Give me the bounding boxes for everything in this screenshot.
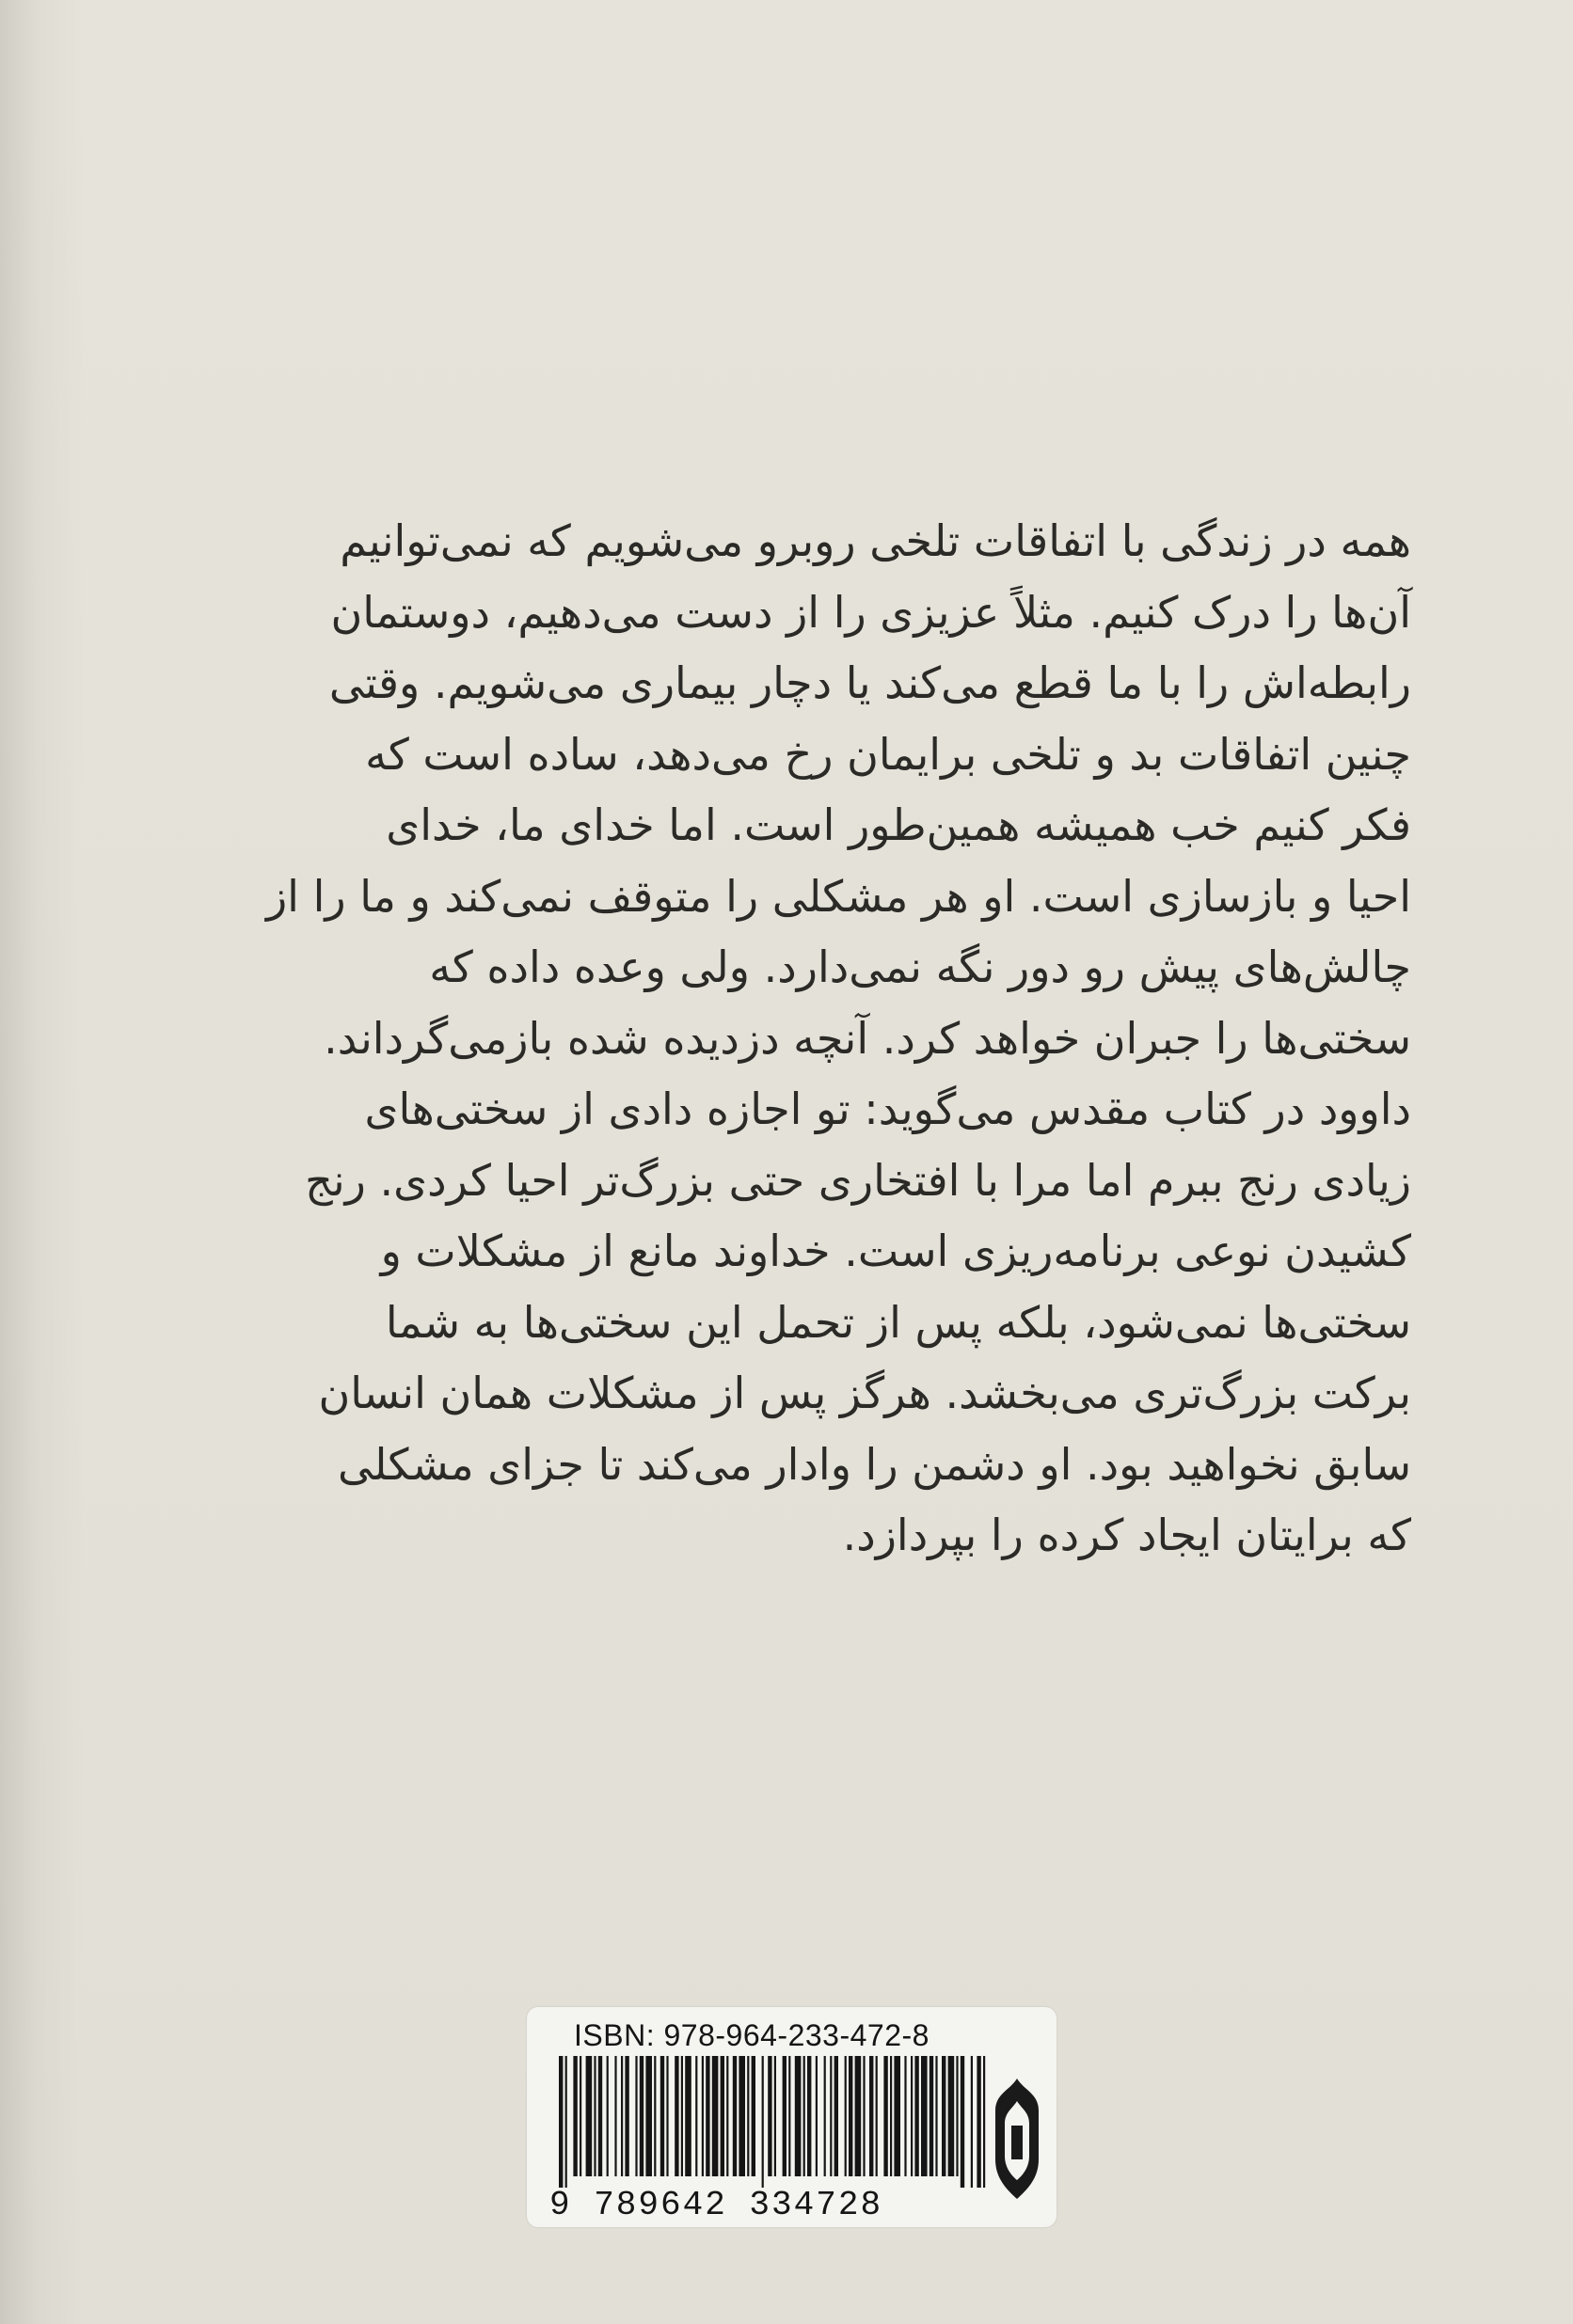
- blurb-line: سختی‌ها را جبران خواهد کرد. آنچه دزدیده شده بازمی‌گرداند.: [324, 1012, 1411, 1064]
- barcode-bar: [948, 2056, 955, 2176]
- barcode-bar: [971, 2056, 973, 2188]
- barcode-bar: [869, 2056, 873, 2176]
- barcode-bar: [621, 2056, 623, 2176]
- blurb-line: چنین اتفاقات بد و تلخی برایمان رخ می‌دهد، ساده است که: [365, 728, 1411, 780]
- blurb-line: همه در زندگی با اتفاقات تلخی روبرو می‌شویم که نمی‌توانیم: [340, 515, 1411, 566]
- barcode-bar: [894, 2056, 900, 2176]
- barcode-bar: [911, 2056, 913, 2176]
- barcode-bar: [681, 2056, 683, 2176]
- barcode-bar: [660, 2056, 664, 2176]
- barcode-bar: [849, 2056, 852, 2176]
- barcode-bar: [721, 2056, 724, 2176]
- barcode-bar: [930, 2056, 933, 2176]
- barcode-bar: [565, 2056, 567, 2188]
- barcode-bar: [961, 2056, 964, 2188]
- publisher-logo-icon: [986, 2073, 1048, 2205]
- barcode-bar: [816, 2056, 818, 2176]
- barcode-bar: [942, 2056, 945, 2176]
- barcode-bar: [573, 2056, 577, 2176]
- barcode-bar: [726, 2056, 728, 2176]
- blurb-line: سابق نخواهید بود. او دشمن را وادار می‌کند تا جزای مشکلی: [337, 1438, 1411, 1490]
- barcode-bar: [883, 2056, 887, 2176]
- barcode-bar: [876, 2056, 878, 2176]
- barcode-bar: [956, 2056, 958, 2176]
- blurb-line: که برایتان ایجاد کرده را بپردازد.: [842, 1510, 1411, 1560]
- barcode-bar: [890, 2056, 892, 2176]
- barcode-bar: [695, 2056, 697, 2176]
- barcode-bar: [935, 2056, 937, 2176]
- barcode-bar: [702, 2056, 704, 2176]
- barcode-bar: [739, 2056, 745, 2176]
- blurb-line: داوود در کتاب مقدس می‌گوید: تو اجازه دادی از سختی‌های: [364, 1083, 1411, 1134]
- barcode-bar: [635, 2056, 637, 2176]
- barcode-bar: [762, 2056, 764, 2188]
- blurb-line: سختی‌ها نمی‌شود، بلکه پس از تحمل این سختی‌ها به شما: [385, 1296, 1411, 1348]
- barcode-digits: 9 789642 334728: [549, 2186, 883, 2224]
- barcode-bar: [795, 2056, 802, 2176]
- barcode-bar: [788, 2056, 790, 2176]
- barcode-bar: [921, 2056, 928, 2176]
- barcode-bar: [645, 2056, 652, 2176]
- barcode-bar: [914, 2056, 918, 2176]
- barcode-bar: [845, 2056, 847, 2176]
- barcode-bar: [803, 2056, 805, 2176]
- barcode-bar: [855, 2056, 862, 2176]
- barcode-bar: [654, 2056, 656, 2176]
- blurb-paragraph: [245, 506, 1411, 1572]
- barcode-bar: [752, 2056, 755, 2176]
- barcode-bar: [863, 2056, 865, 2176]
- barcode-bar: [824, 2056, 826, 2176]
- barcode-bar: [834, 2056, 838, 2176]
- barcode-bar: [783, 2056, 786, 2176]
- barcode-bar: [977, 2056, 980, 2188]
- barcode-bar: [685, 2056, 691, 2176]
- blurb-line: احیا و بازسازی است. او هر مشکلی را متوقف نمی‌کند و ما را از: [265, 870, 1411, 922]
- barcode-bar: [559, 2056, 563, 2188]
- isbn-text: ISBN: 978-964-233-472-8: [574, 2018, 930, 2052]
- barcode-bar: [625, 2056, 628, 2176]
- barcode-bar: [640, 2056, 644, 2176]
- barcode-bar: [768, 2056, 771, 2176]
- blurb-line: زیادی رنج ببرم اما مرا با افتخاری حتی بزرگ‌تر احیا کردی. رنج: [305, 1154, 1411, 1206]
- barcode-bar: [983, 2056, 985, 2188]
- barcode-bar: [712, 2056, 719, 2176]
- barcode-bar: [580, 2056, 581, 2176]
- barcode-bar: [607, 2056, 609, 2176]
- barcode-label: [527, 2007, 1057, 2227]
- barcode-bar: [733, 2056, 737, 2176]
- barcode-bar: [904, 2056, 906, 2176]
- blurb-line: برکت بزرگ‌تری می‌بخشد. هرگز پس از مشکلات همان انسان: [318, 1368, 1411, 1418]
- barcode-bar: [666, 2056, 668, 2176]
- blurb-line: چالش‌های پیش رو دور نگه نمی‌دارد. ولی وعده داده که: [429, 941, 1411, 992]
- blurb-line: آن‌ها را درک کنیم. مثلاً عزیزی را از دست می‌دهیم، دوستمان: [330, 586, 1411, 638]
- barcode-bar: [830, 2056, 832, 2176]
- blurb-line: فکر کنیم خب همیشه همین‌طور است. اما خدای ما، خدای: [386, 799, 1411, 850]
- blurb-line: کشیدن نوعی برنامه‌ریزی است. خداوند مانع از مشکلات و: [380, 1225, 1411, 1276]
- barcode-bar: [598, 2056, 602, 2176]
- barcode-bars: [555, 2056, 988, 2188]
- barcode-bar: [594, 2056, 596, 2176]
- barcode-bar: [807, 2056, 811, 2176]
- barcode-bar: [774, 2056, 776, 2176]
- barcode-bar: [706, 2056, 709, 2176]
- barcode-bar: [586, 2056, 593, 2176]
- barcode-bar: [614, 2056, 616, 2176]
- barcode-bar: [747, 2056, 749, 2176]
- blurb-line: رابطه‌اش را با ما قطع می‌کند یا دچار بیماری می‌شویم. وقتی: [328, 657, 1411, 708]
- barcode-bar: [675, 2056, 678, 2176]
